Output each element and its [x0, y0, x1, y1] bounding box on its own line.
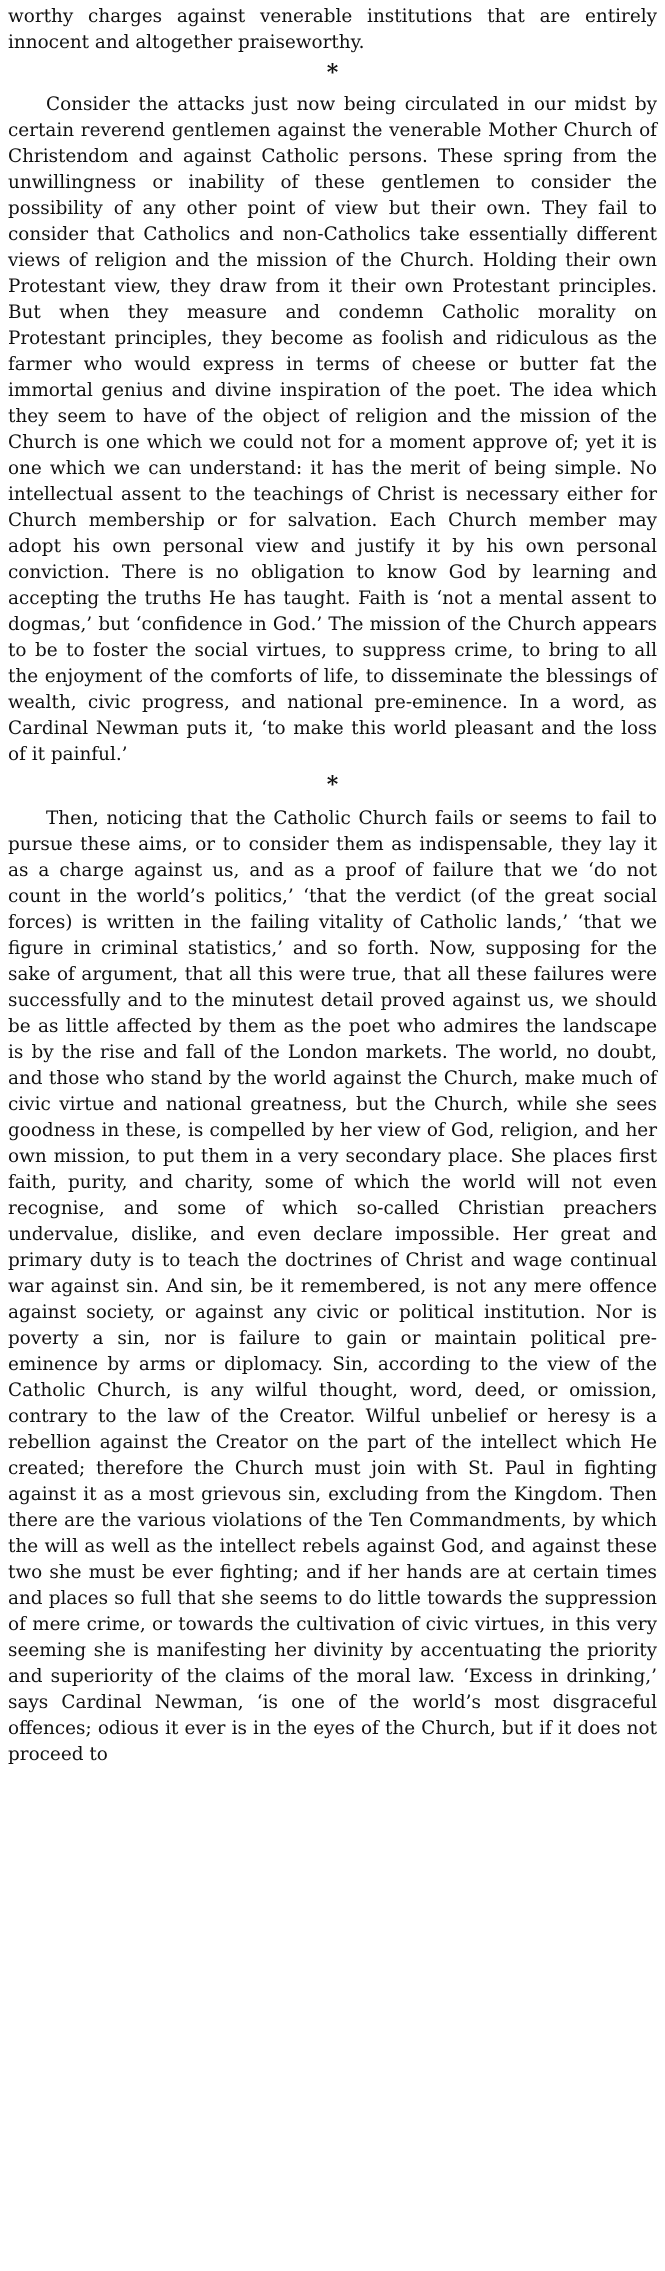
body-paragraph: Then, noticing that the Catholic Church fails or seems to fail to pursue these aims, or to consider them as indispensable, they lay it as a charge against us, and as a proof of failure that we ‘do not count in the world’s politics,’ ‘that the verdict (of the great social forces) is written in the failing vitality of Catholic lands,’ ‘that we figure in criminal statistics,’ and so forth. Now, supposing for the sake of argument, that all this were true, that all these failures were successfully and to the minutest detail proved against us, we should be as little affected by them as the poet who admires the landscape is by the rise and fall of the London markets. The world, no doubt, and those who stand by the world against the Church, make much of civic virtue and national greatness, but the Church, while she sees goodness in these, is compelled by her view of God, religion, and her own mission, to put them in a very secondary place. She places first faith, purity, and charity, some of which the world will not even recognise, and some of which so-called Christian preachers undervalue, dislike, and even declare impossible. Her great and primary duty is to teach the doctrines of Christ and wage continual war against sin. And sin, be it remembered, is not any mere offence against society, or against any civic or political institution. Nor is poverty a sin, nor is failure to gain or maintain political pre-eminence by arms or diplomacy. Sin, according to the view of the Catholic Church, is any wilful thought, word, deed, or omission, contrary to the law of the Creator. Wilful unbelief or heresy is a rebellion against the Creator on the part of the intellect which He created; therefore the Church must join with St. Paul in fighting against it as a most grievous sin, excluding from the Kingdom. Then there are the various violations of the Ten Commandments, by which the will as well as the intellect rebels against God, and against these two she must be ever fighting; and if her hands are at certain times and places so full that she seems to do little towards the suppression of mere crime, or towards the cultivation of civic virtues, in this very seeming she is manifesting her divinity by accentuating the priority and superiority of the claims of the moral law. ‘Excess in drinking,’ says Cardinal Newman, ‘is one of the world’s most disgraceful offences; odious it ever is in the eyes of the Church, but if it does not proceed to	[8, 808, 657, 1765]
section-separator-asterisk: *	[326, 60, 339, 86]
body-paragraph: Consider the attacks just now being circulated in our midst by certain reverend gentlemen against the venerable Mother Church of Christendom and against Catholic persons. These spring from the unwillingness or inability of these gentlemen to consider the possibility of any other point of view but their own. They fail to consider that Catholics and non-Catholics take essentially different views of religion and the mission of the Church. Holding their own Protestant view, they draw from it their own Protestant principles. But when they measure and condemn Catholic morality on Protestant principles, they become as foolish and ridiculous as the farmer who would express in terms of cheese or butter fat the immortal genius and divine inspiration of the poet. The idea which they seem to have of the object of religion and the mission of the Church is one which we could not for a moment approve of; yet it is one which we can understand: it has the merit of being simple. No intellectual assent to the teachings of Christ is necessary either for Church membership or for salvation. Each Church member may adopt his own personal view and justify it by his own personal conviction. There is no obligation to know God by learning and accepting the truths He has taught. Faith is ‘not a mental assent to dogmas,’ but ‘confidence in God.’ The mission of the Church appears to be to foster the social virtues, to suppress crime, to bring to all the enjoyment of the comforts of life, to disseminate the blessings of wealth, civic progress, and national pre-eminence. In a word, as Cardinal Newman puts it, ‘to make this world pleasant and the loss of it painful.’	[8, 94, 657, 765]
section-separator-asterisk: *	[326, 772, 339, 798]
opening-paragraph: worthy charges against venerable institutions that are entirely innocent and altogether praiseworthy.	[8, 6, 657, 53]
